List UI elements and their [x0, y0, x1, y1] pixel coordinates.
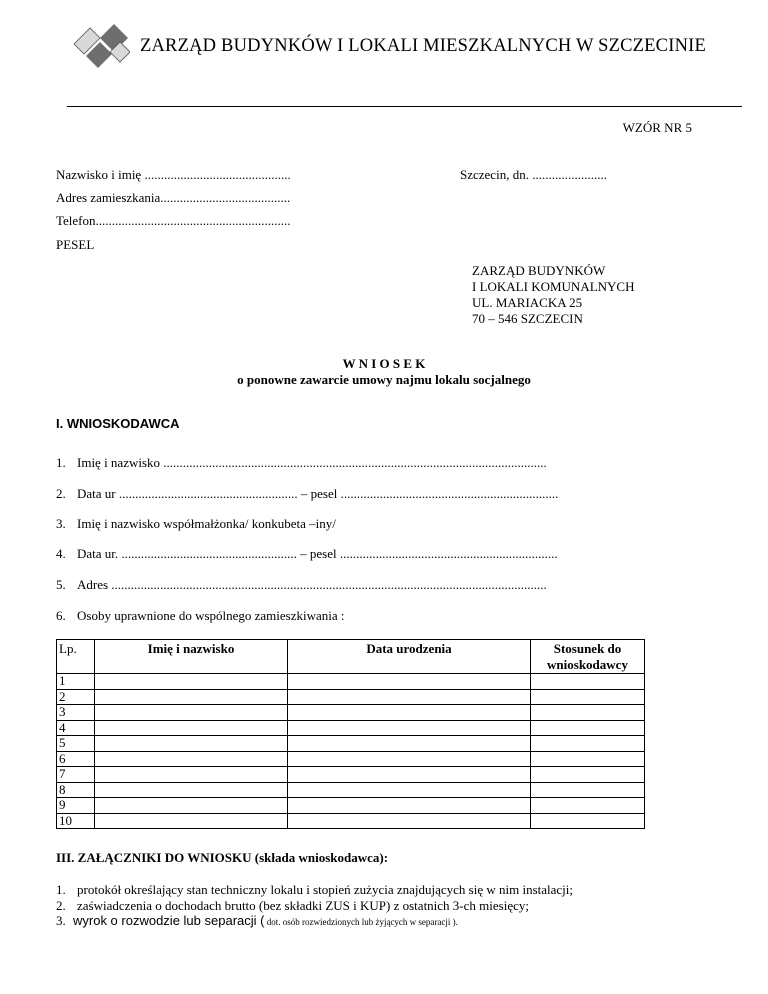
item-number: 3.: [56, 913, 66, 928]
applicant-item[interactable]: [56, 546, 558, 562]
birthdate-cell[interactable]: [288, 736, 531, 752]
relation-cell[interactable]: [531, 767, 645, 783]
recipient-line: I LOKALI KOMUNALNYCH: [472, 279, 635, 294]
document-title: W N I O S E K: [342, 356, 426, 371]
table-row: [57, 736, 645, 752]
name-cell[interactable]: [95, 751, 288, 767]
birthdate-cell[interactable]: [288, 782, 531, 798]
row-number: 4: [57, 720, 95, 736]
item-number: 2.: [56, 486, 66, 501]
table-row: [57, 798, 645, 814]
relation-cell[interactable]: [531, 720, 645, 736]
attachment-item: [56, 898, 529, 914]
recipient-address: [472, 263, 634, 327]
applicant-item[interactable]: [56, 577, 547, 593]
item-text: wyrok o rozwodzie lub separacji (: [73, 913, 265, 928]
row-number: 5: [57, 736, 95, 752]
name-cell[interactable]: [95, 720, 288, 736]
item-text: Data ur ....................................................... – pesel ...................................................................: [77, 486, 559, 501]
item-number: 4.: [56, 546, 66, 561]
table-row: [57, 689, 645, 705]
applicant-item[interactable]: [56, 516, 336, 532]
relation-cell[interactable]: [531, 689, 645, 705]
item-number: 6.: [56, 608, 66, 623]
table-row: [57, 720, 645, 736]
row-number: 2: [57, 689, 95, 705]
document-subtitle: o ponowne zawarcie umowy najmu lokalu socjalnego: [237, 372, 531, 387]
name-cell[interactable]: [95, 674, 288, 690]
birthdate-cell[interactable]: [288, 813, 531, 829]
item-note: dot. osób rozwiedzionych lub żyjących w separacji ).: [264, 917, 458, 927]
relation-cell[interactable]: [531, 782, 645, 798]
item-number: 3.: [56, 516, 66, 531]
row-number: 10: [57, 813, 95, 829]
table-row: [57, 705, 645, 721]
name-cell[interactable]: [95, 736, 288, 752]
attachment-item: [56, 882, 573, 898]
organization-logo: [72, 24, 130, 68]
row-number: 6: [57, 751, 95, 767]
relation-cell[interactable]: [531, 798, 645, 814]
item-text: protokół określający stan techniczny lokalu i stopień zużycia znajdujących się w nim instalacji;: [77, 882, 574, 897]
column-header-lp: Lp.: [57, 640, 95, 674]
birthdate-cell[interactable]: [288, 720, 531, 736]
name-cell[interactable]: [95, 767, 288, 783]
address-field[interactable]: Adres zamieszkania........................................: [56, 190, 291, 205]
item-number: 1.: [56, 455, 66, 470]
section-heading-applicant: I. WNIOSKODAWCA: [56, 416, 180, 431]
recipient-line: ZARZĄD BUDYNKÓW: [472, 263, 606, 278]
name-cell[interactable]: [95, 782, 288, 798]
birthdate-cell[interactable]: [288, 705, 531, 721]
household-members-table: [56, 639, 645, 829]
item-text: Imię i nazwisko współmałżonka/ konkubeta –iny/: [77, 516, 336, 531]
phone-field[interactable]: Telefon............................................................: [56, 213, 291, 228]
applicant-item[interactable]: [56, 455, 547, 471]
table-row: [57, 767, 645, 783]
birthdate-cell[interactable]: [288, 674, 531, 690]
name-field[interactable]: Nazwisko i imię .............................................: [56, 167, 291, 182]
table-row: [57, 674, 645, 690]
table-row: [57, 751, 645, 767]
column-header-birthdate: Data urodzenia: [288, 640, 531, 674]
row-number: 1: [57, 674, 95, 690]
item-text: zaświadczenia o dochodach brutto (bez składki ZUS i KUP) z ostatnich 3-ch miesięcy;: [77, 898, 529, 913]
item-text: Data ur. ...................................................... – pesel ...................................................................: [77, 546, 558, 561]
item-text: Osoby uprawnione do wspólnego zamieszkiwania :: [77, 608, 345, 623]
recipient-line: 70 – 546 SZCZECIN: [472, 311, 583, 326]
relation-cell[interactable]: [531, 751, 645, 767]
header-divider: [67, 106, 742, 107]
table-row: [57, 813, 645, 829]
applicant-item[interactable]: [56, 486, 558, 502]
name-cell[interactable]: [95, 705, 288, 721]
name-cell[interactable]: [95, 813, 288, 829]
item-number: 1.: [56, 882, 66, 897]
relation-cell[interactable]: [531, 705, 645, 721]
column-header-name: Imię i nazwisko: [95, 640, 288, 674]
recipient-line: UL. MARIACKA 25: [472, 295, 583, 310]
column-header-relation: Stosunek do wnioskodawcy: [531, 640, 645, 674]
row-number: 8: [57, 782, 95, 798]
table-row: [57, 782, 645, 798]
name-cell[interactable]: [95, 798, 288, 814]
city-date-field[interactable]: Szczecin, dn. .......................: [460, 167, 607, 182]
table-header-row: [57, 640, 645, 674]
pesel-field[interactable]: PESEL: [56, 237, 95, 252]
item-text: Imię i nazwisko ......................................................................................................................: [77, 455, 547, 470]
birthdate-cell[interactable]: [288, 798, 531, 814]
attachment-item: [56, 913, 458, 929]
item-number: 2.: [56, 898, 66, 913]
relation-cell[interactable]: [531, 813, 645, 829]
relation-cell[interactable]: [531, 736, 645, 752]
form-number: WZÓR NR 5: [622, 120, 692, 135]
birthdate-cell[interactable]: [288, 751, 531, 767]
row-number: 3: [57, 705, 95, 721]
organization-name: ZARZĄD BUDYNKÓW I LOKALI MIESZKALNYCH W SZCZECINIE: [140, 36, 706, 56]
relation-cell[interactable]: [531, 674, 645, 690]
birthdate-cell[interactable]: [288, 767, 531, 783]
name-cell[interactable]: [95, 689, 288, 705]
row-number: 9: [57, 798, 95, 814]
birthdate-cell[interactable]: [288, 689, 531, 705]
row-number: 7: [57, 767, 95, 783]
section-heading-attachments: III. ZAŁĄCZNIKI DO WNIOSKU (składa wnioskodawca):: [56, 850, 389, 865]
applicant-item: [56, 608, 345, 624]
item-number: 5.: [56, 577, 66, 592]
item-text: Adres ......................................................................................................................................: [77, 577, 547, 592]
